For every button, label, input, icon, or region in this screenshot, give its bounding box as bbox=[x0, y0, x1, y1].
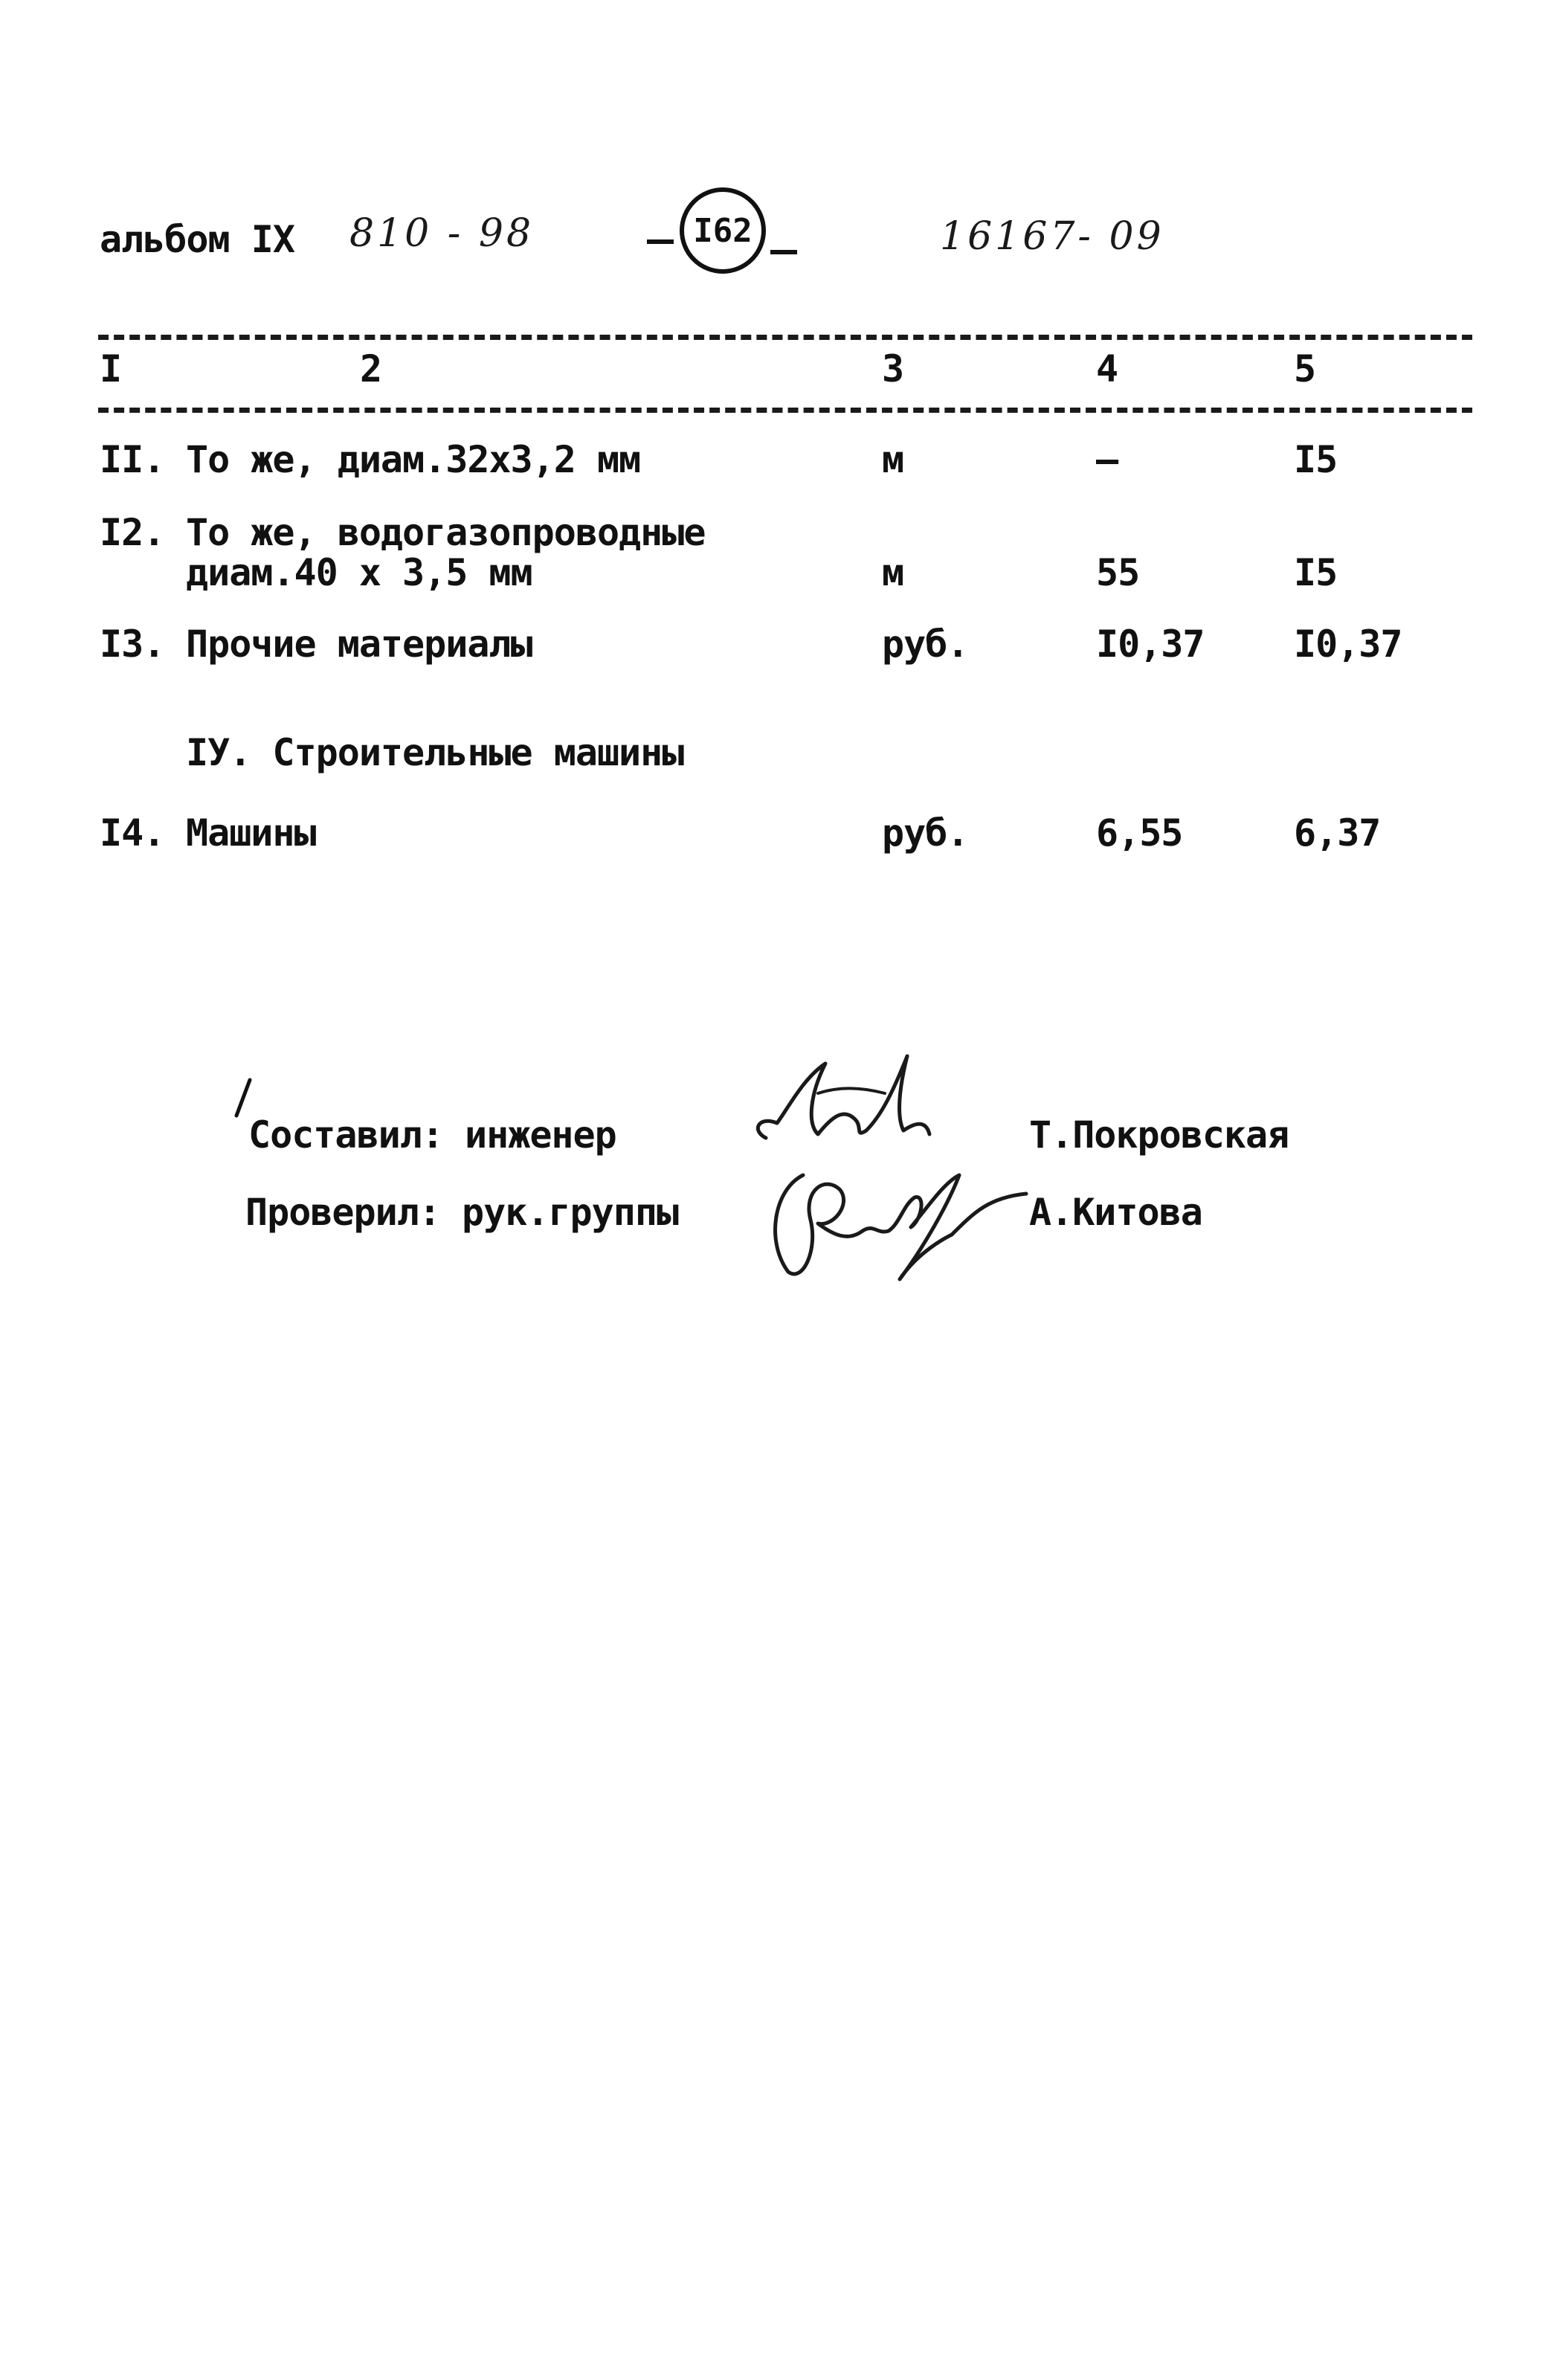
row-col5: I0,37 bbox=[1294, 623, 1402, 666]
row-description-line1: То же, водогазопроводные bbox=[186, 511, 706, 554]
col-header-4: 4 bbox=[1096, 347, 1118, 390]
row-number: I4. bbox=[100, 811, 165, 855]
row-description-line2: диам.40 х 3,5 мм bbox=[186, 551, 532, 594]
row-number: I3. bbox=[100, 623, 165, 666]
col-header-5: 5 bbox=[1294, 347, 1316, 390]
table-rule-top bbox=[98, 335, 1472, 340]
row-number: II. bbox=[100, 438, 165, 481]
row-col4: 55 bbox=[1096, 551, 1140, 594]
row-col4: – bbox=[1096, 438, 1118, 481]
compiled-name: Т.Покровская bbox=[1029, 1113, 1289, 1157]
row-description: То же, диам.32х3,2 мм bbox=[186, 438, 641, 481]
compiled-label: Составил: инженер bbox=[248, 1113, 616, 1157]
handwritten-doc-number: 16167- 09 bbox=[940, 214, 1164, 259]
row-unit: руб. bbox=[882, 811, 969, 855]
section-title: IУ. Строительные машины bbox=[186, 731, 684, 774]
row-number: I2. bbox=[100, 511, 165, 554]
signature-compiler bbox=[744, 1049, 967, 1160]
row-col4: I0,37 bbox=[1096, 623, 1205, 666]
row-description: Прочие материалы bbox=[186, 623, 532, 666]
page-number-dash-left bbox=[647, 239, 674, 244]
checked-label: Проверил: рук.группы bbox=[245, 1191, 679, 1234]
col-header-2: 2 bbox=[360, 347, 382, 390]
col-header-1: I bbox=[100, 347, 122, 390]
row-col5: I5 bbox=[1294, 438, 1338, 481]
row-col5: 6,37 bbox=[1294, 811, 1381, 855]
row-description: Машины bbox=[186, 811, 316, 855]
row-unit: м bbox=[882, 551, 904, 594]
handwritten-code: 810 - 98 bbox=[349, 211, 535, 256]
page-number-dash-right bbox=[770, 250, 797, 254]
checked-name: А.Китова bbox=[1029, 1191, 1202, 1234]
row-unit: руб. bbox=[882, 623, 969, 666]
signature-checker bbox=[758, 1160, 1071, 1287]
col-header-3: 3 bbox=[882, 347, 904, 390]
row-unit: м bbox=[882, 438, 904, 481]
page-number-circle bbox=[680, 187, 766, 274]
table-rule-header-bottom bbox=[98, 408, 1472, 413]
row-col5: I5 bbox=[1294, 551, 1338, 594]
row-col4: 6,55 bbox=[1096, 811, 1183, 855]
album-label: альбом IX bbox=[100, 218, 294, 261]
page-number: I62 bbox=[693, 211, 753, 250]
